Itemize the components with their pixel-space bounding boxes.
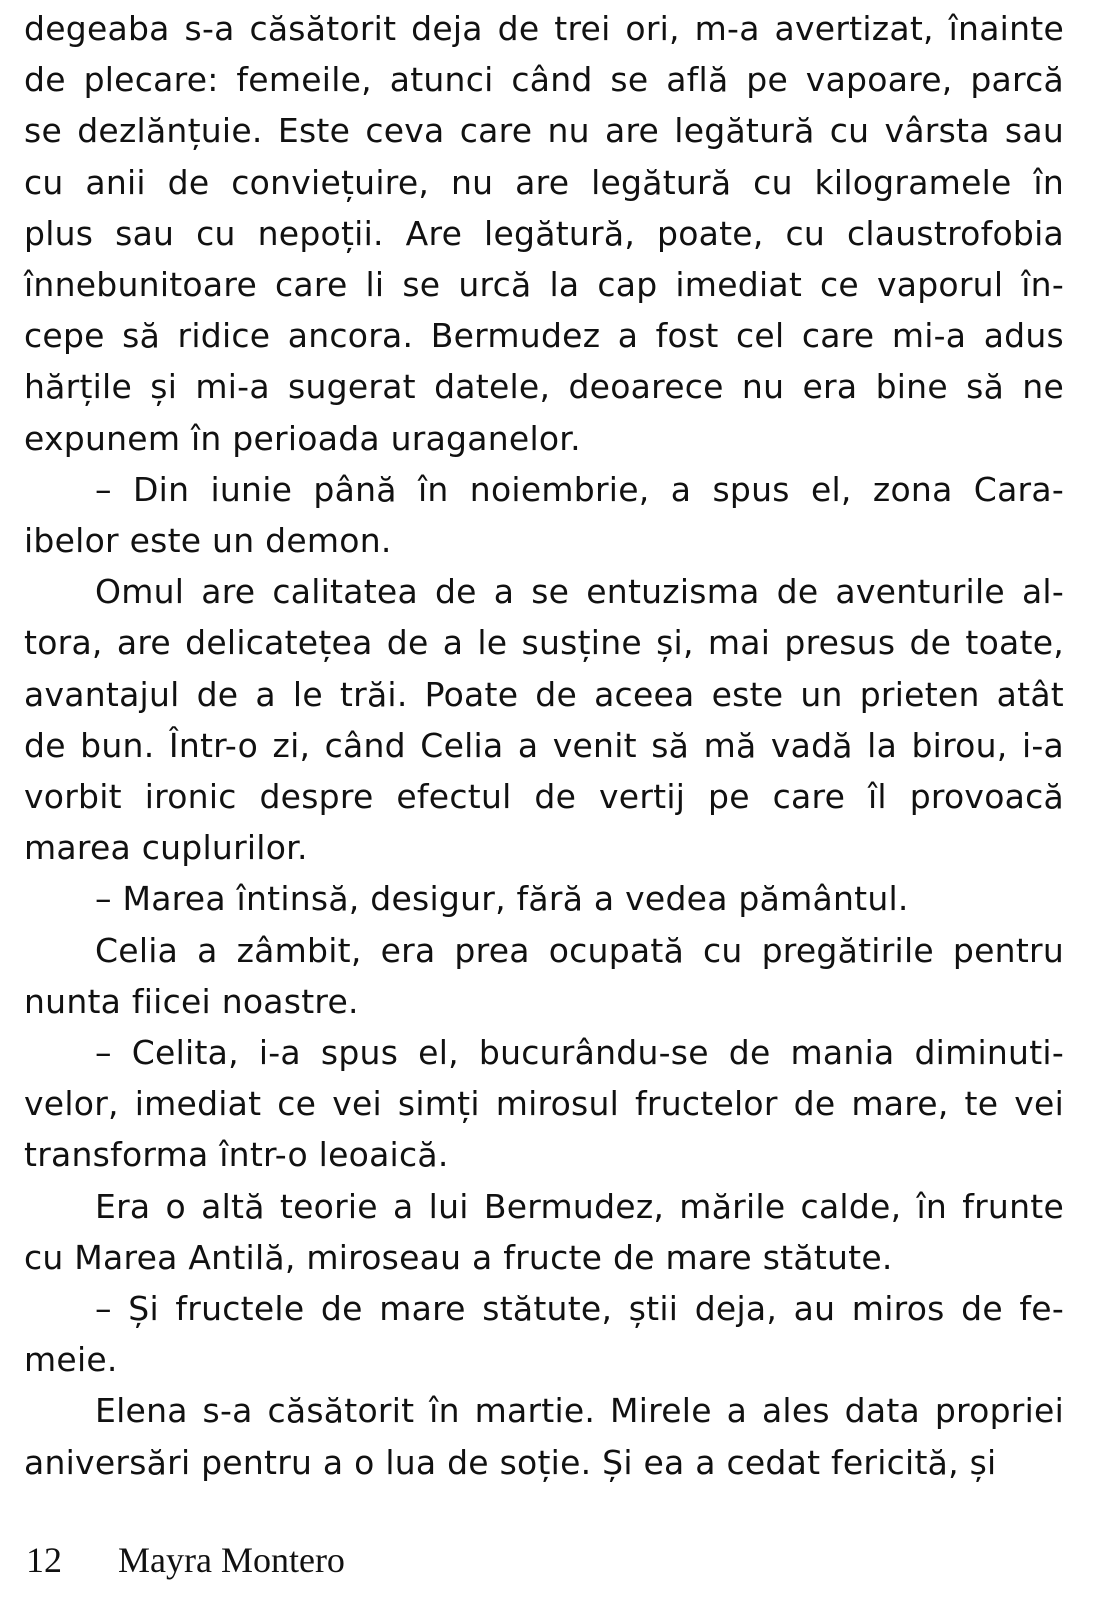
paragraph (24, 566, 1064, 873)
text-line: tora, are delicatețea de a le susține și, mai presus de toate, (24, 623, 1064, 663)
paragraph (24, 1283, 1064, 1385)
text-line: se dezlănțuie. Este ceva care nu are legătură cu vârsta sau (24, 111, 1064, 151)
text-line: plus sau cu nepoții. Are legătură, poate, cu claustrofobia (24, 213, 1064, 253)
paragraph (24, 925, 1064, 1027)
paragraph (24, 1385, 1064, 1487)
text-line: – Celita, i-a spus el, bucurându-se de mania diminuti- (95, 1033, 1064, 1073)
text-line: transforma într-o leoaică. (24, 1135, 449, 1175)
text-line: meie. (24, 1340, 118, 1380)
text-line: – Din iunie până în noiembrie, a spus el, zona Cara- (95, 469, 1064, 509)
page-footer (26, 1540, 345, 1580)
text-line: Era o altă teorie a lui Bermudez, mările calde, în frunte (95, 1186, 1064, 1226)
paragraph (24, 873, 1064, 924)
paragraph (24, 3, 1064, 464)
text-line: degeaba s-a căsătorit deja de trei ori, m-a avertizat, înainte (24, 9, 1064, 48)
text-line: hărțile și mi-a sugerat datele, deoarece nu era bine să ne (24, 367, 1064, 407)
text-line: marea cuplurilor. (24, 828, 308, 868)
text-line: Elena s-a căsătorit în martie. Mirele a ales data propriei (95, 1391, 1064, 1431)
text-line: nunta fiicei noastre. (24, 981, 359, 1021)
text-line: Omul are calitatea de a se entuzisma de aventurile al- (95, 572, 1064, 612)
paragraph (24, 464, 1064, 566)
text-line: de plecare: femeile, atunci când se află pe vapoare, parcă (24, 60, 1064, 100)
text-line: cu Marea Antilă, miroseau a fructe de mare stătute. (24, 1237, 893, 1277)
page-number: 12 (26, 1540, 62, 1580)
body-text (24, 3, 1064, 1488)
text-line: de bun. Într-o zi, când Celia a venit să mă vadă la birou, i-a (24, 725, 1064, 765)
paragraph (24, 1027, 1064, 1181)
text-line: cu anii de conviețuire, nu are legătură cu kilogramele în (24, 162, 1064, 202)
text-line: Celia a zâmbit, era prea ocupată cu pregătirile pentru (95, 930, 1064, 970)
text-line: avantajul de a le trăi. Poate de aceea este un prieten atât (24, 674, 1064, 714)
text-line: expunem în perioada uraganelor. (24, 418, 581, 458)
text-line: velor, imediat ce vei simți mirosul fructelor de mare, te vei (24, 1084, 1064, 1124)
running-head-author: Mayra Montero (118, 1540, 345, 1580)
text-line: – Marea întinsă, desigur, fără a vedea pământul. (95, 879, 909, 919)
text-line: cepe să ridice ancora. Bermudez a fost cel care mi-a adus (24, 316, 1064, 356)
text-line: – Și fructele de mare stătute, știi deja, au miros de fe- (95, 1289, 1064, 1329)
text-line: ibelor este un demon. (24, 521, 392, 561)
text-line: înnebunitoare care li se urcă la cap imediat ce vaporul în- (24, 265, 1064, 305)
paragraph (24, 1181, 1064, 1283)
text-line: vorbit ironic despre efectul de vertij pe care îl provoacă (24, 777, 1064, 817)
text-line: aniversări pentru a o lua de soție. Și ea a cedat fericită, și (24, 1442, 997, 1482)
